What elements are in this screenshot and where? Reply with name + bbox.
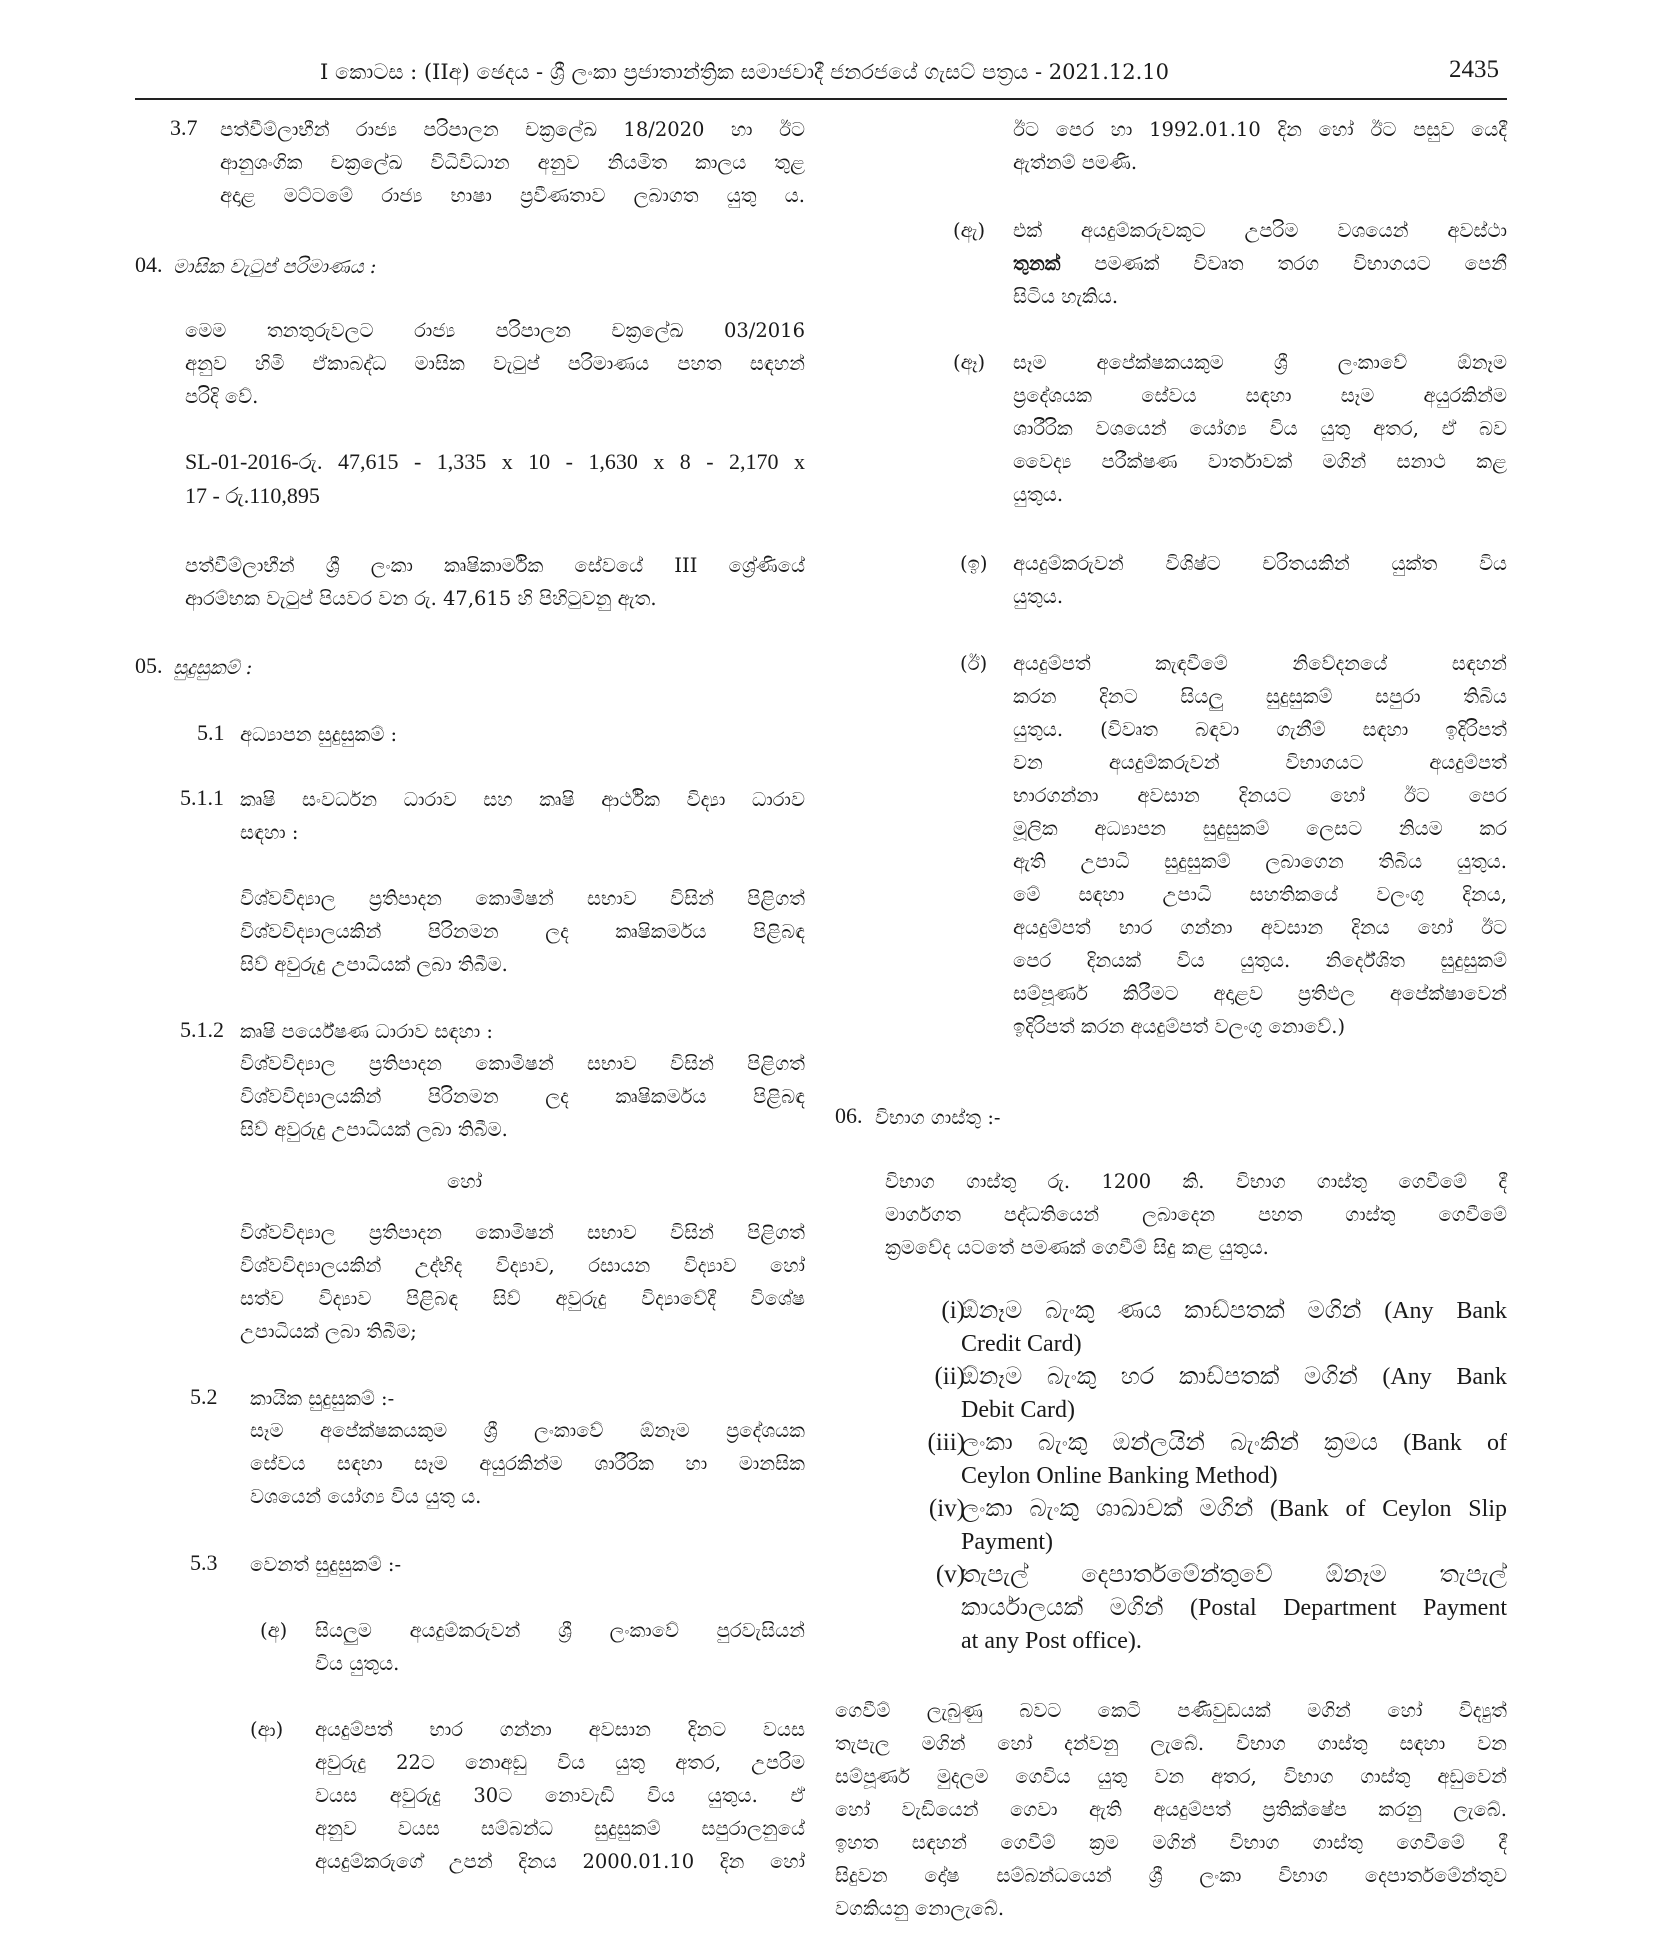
text-line: වෛද්‍ය පරීක්ෂණ වාර්තාවක් මගින් සනාථ කළ <box>1013 450 1507 473</box>
text-line: සිව් අවුරුදු උපාධියක් ලබා තිබීම. <box>240 1118 508 1141</box>
text-line: ලංකා බැංකු ශාඛාවක් මගින් (Bank of Ceylon Slip <box>961 1496 1507 1522</box>
section-number: 5.2 <box>190 1384 218 1409</box>
text-line: අයදුම්කරුවන් විශිෂ්ට චරිතයකින් යුක්ත විය <box>1013 552 1507 575</box>
text-line: ඇත්නම් පමණි. <box>1013 151 1138 174</box>
bold-word: තුනක් <box>1013 252 1061 275</box>
text-line: විශ්වවිද්‍යාලයකින් උද්භිද විද්‍යාව, රසායන විද්‍යාව හෝ <box>240 1254 805 1277</box>
text-line: පත්වීම්ලාභීන් රාජ්‍ය පරිපාලන චක්‍රලේඛ 18/2020 හා ඊට <box>220 118 805 141</box>
page-number: 2435 <box>1449 56 1499 83</box>
text-line: සෑම අපේක්ෂකයකුම ශ්‍රී ලංකාවේ ඕනෑම ප්‍රදේශයක <box>250 1419 805 1442</box>
item-label: (ඊ) <box>960 652 988 675</box>
text-line: Payment) <box>961 1529 1053 1555</box>
text-line: මූලික අධ්‍යාපන සුදුසුකම් ලෙසට නියම කර <box>1013 817 1507 840</box>
section-number: 3.7 <box>170 115 198 140</box>
item-label: (ඇ) <box>953 219 986 242</box>
text-line: අනුව හිමි ඒකාබද්ධ මාසික වැටුප් පරිමාණය පහත සඳහන් <box>185 352 805 375</box>
text-line: Ceylon Online Banking Method) <box>961 1463 1278 1489</box>
text-line: අයදුම්කරුගේ උපන් දිනය 2000.01.10 දින හෝ <box>315 1850 805 1873</box>
text-line: විශ්වවිද්‍යාල ප්‍රතිපාදන කොමිෂන් සභාව විසින් පිළිගත් <box>240 1221 805 1244</box>
text-line: සෑම අපේක්ෂකයකුම ශ්‍රී ලංකාවේ ඕනෑම <box>1013 351 1507 374</box>
text-line: සිව් අවුරුදු උපාධියක් ලබා තිබීම. <box>240 953 508 976</box>
text-line: අවුරුදු 22ට නොඅඩු විය යුතු අතර, උපරිම <box>315 1751 805 1774</box>
text-line: මේ සඳහා උපාධි සහතිකයේ වලංගු දිනය, <box>1013 883 1507 906</box>
text-line: එක් අයදුම්කරුවකුට උපරිම වශයෙන් අවස්ථා <box>1013 219 1507 242</box>
text-line: Credit Card) <box>961 1331 1082 1357</box>
section-number: 05. <box>135 653 163 678</box>
text-line: කෘෂි සංවර්ධන ධාරාව සහ කෘෂි ආර්ථික විද්‍යා ධාරාව <box>240 788 805 811</box>
text-line: සියලුම අයදුම්කරුවන් ශ්‍රී ලංකාවේ පුරවැසියන් <box>315 1619 805 1642</box>
or-separator: හෝ <box>447 1170 483 1193</box>
text-line: විශ්වවිද්‍යාලයකින් පිරිනමන ලද කෘෂිකර්මය පිළිබඳ <box>240 920 805 943</box>
salary-scale: SL-01-2016-රු. 47,615 - 1,335 x 10 - 1,630 x 8 - 2,170 x <box>185 449 805 474</box>
text-line: හෝ වැඩියෙන් ගෙවා ඇති අයදුම්පත් ප්‍රතික්ෂේප කරනු ලැබේ. <box>835 1798 1507 1821</box>
item-label: (ඈ) <box>953 351 986 374</box>
text-line: විශ්වවිද්‍යාලයකින් පිරිනමන ලද කෘෂිකර්මය පිළිබඳ <box>240 1085 805 1108</box>
item-label: (iv) <box>928 1495 965 1522</box>
text-line: ඉහත සඳහන් ගෙවීම් ක්‍රම මගින් විභාග ගාස්තු ගෙවීමේ දී <box>835 1831 1507 1854</box>
text-line: අයදුම්පත් කැඳවීමේ නිවේදනයේ සඳහන් <box>1013 652 1507 675</box>
section-heading: අධ්‍යාපන සුදුසුකම් : <box>240 723 398 746</box>
text-line: අදාළ මට්ටමේ රාජ්‍ය භාෂා ප්‍රවීණතාව ලබාගත යුතු ය. <box>220 184 805 207</box>
text-line: සම්පූර්ණ කිරීමට අදාළව ප්‍රතිඵල අපේක්ෂාවෙන් <box>1013 982 1507 1005</box>
item-label: (ආ) <box>250 1718 284 1741</box>
text-line: වගකියනු නොලැබේ. <box>835 1897 1005 1920</box>
text-line: වයස අවුරුදු 30ට නොවැඩි විය යුතුය. ඒ <box>315 1784 805 1807</box>
text-line: සිටිය හැකිය. <box>1013 285 1119 308</box>
text-line: ආනුශංගික චක්‍රලේඛ විධිවිධාන අනුව නියමිත කාලය තුළ <box>220 151 805 174</box>
text-line: අනුව වයස සම්බන්ධ සුදුසුකම් සපුරාලනුයේ <box>315 1817 805 1840</box>
text-line: කාර්යාලයක් මගින් (Postal Department Payment <box>961 1595 1507 1621</box>
section-number: 5.1.2 <box>180 1017 224 1042</box>
text-line: විශ්වවිද්‍යාල ප්‍රතිපාදන කොමිෂන් සභාව විසින් පිළිගත් <box>240 1052 805 1075</box>
text-line: පෙර දිනයක් විය යුතුය. නිර්දේශිත සුදුසුකම් <box>1013 949 1507 972</box>
section-heading: වෙනත් සුදුසුකම් :- <box>250 1553 402 1576</box>
section-heading: මාසික වැටුප් පරිමාණය : <box>173 255 377 278</box>
item-label: (අ) <box>260 1619 288 1642</box>
text-line <box>1013 248 1507 281</box>
item-label: (ඉ) <box>960 552 988 575</box>
text-line: Debit Card) <box>961 1397 1075 1423</box>
text-line: සඳහා : <box>240 821 299 844</box>
item-label: (iii) <box>927 1429 965 1456</box>
section-heading: විභාග ගාස්තු :- <box>875 1106 1001 1129</box>
text-line: ආරම්භක වැටුප් පියවර වන රු. 47,615 හි පිහිටුවනු ඇත. <box>185 587 657 610</box>
section-number: 5.1.1 <box>180 785 224 810</box>
salary-scale: 17 - රු.110,895 <box>185 483 320 508</box>
header-title: I කොටස : (IIඅ) ඡෙදය - ශ්‍රී ලංකා ප්‍රජාතාන්ත්‍රික සමාජවාදී ජනරජයේ ගැසට් පත්‍රය - 2021.12.10 <box>320 60 1170 84</box>
text-line: තැපැල මගින් හෝ දන්වනු ලැබේ. විභාග ගාස්තු සඳහා වන <box>835 1732 1507 1755</box>
text-line: මාර්ගගත පද්ධතියෙන් ලබාදෙන පහත ගාස්තු ගෙවීමේ <box>885 1203 1507 1226</box>
text-line: තැපැල් දෙපාර්තමේන්තුවේ ඕනෑම තැපැල් <box>961 1562 1507 1588</box>
text-line: වශයෙන් යෝග්‍ය විය යුතු ය. <box>250 1485 482 1508</box>
section-heading: සුදුසුකම් : <box>173 656 253 679</box>
text-line: පත්වීම්ලාභීන් ශ්‍රී ලංකා කෘෂිකාර්මික සේවයේ III ශ්‍රේණියේ <box>185 554 805 577</box>
text-line: ගෙවීම් ලැබුණු බවට කෙටි පණිවුඩයක් මගින් හෝ විද්‍යුත් <box>835 1699 1507 1722</box>
text-line: ඊට පෙර හා 1992.01.10 දින හෝ ඊට පසුව යෙදී <box>1013 118 1507 141</box>
text-line: ඕනෑම බැංකු හර කාඩ්පතක් මගින් (Any Bank <box>961 1364 1507 1390</box>
item-label: (i) <box>941 1297 965 1324</box>
text-line: විය යුතුය. <box>315 1652 400 1675</box>
page-header <box>135 52 1505 96</box>
text-line: සේවය සඳහා සෑම අයුරකින්ම ශාරීරික හා මානසික <box>250 1452 805 1475</box>
text-line: සත්ව විද්‍යාව පිළිබඳ සිව් අවුරුදු විද්‍යාවේදී විශේෂ <box>240 1287 805 1310</box>
text-line: විශ්වවිද්‍යාල ප්‍රතිපාදන කොමිෂන් සභාව විසින් පිළිගත් <box>240 887 805 910</box>
text-span: පමණක් විවෘත තරග විභාගයට පෙනී <box>1060 252 1507 275</box>
text-line: යුතුය. (විවෘත බඳවා ගැනීම් සඳහා ඉදිරිපත් <box>1013 718 1507 741</box>
text-line: කරන දිනට සියලු සුදුසුකම් සපුරා තිබිය <box>1013 685 1507 708</box>
section-number: 06. <box>835 1103 863 1128</box>
section-heading: කෘෂි පර්යේෂණ ධාරාව සඳහා : <box>240 1020 494 1043</box>
text-line: ඉදිරිපත් කරන අයදුම්පත් වලංගු නොවේ.) <box>1013 1015 1346 1038</box>
text-line: විභාග ගාස්තු රු. 1200 කි. විභාග ගාස්තු ගෙවීමේ දී <box>885 1170 1507 1193</box>
section-number: 5.1 <box>197 720 225 745</box>
text-line: ප්‍රදේශයක සේවය සඳහා සෑම අයුරකින්ම <box>1013 384 1507 407</box>
item-label: (v) <box>935 1561 965 1588</box>
text-line: සම්පූර්ණ මුදලම ගෙවිය යුතු වන අතර, විභාග ගාස්තු අඩුවෙන් <box>835 1765 1507 1788</box>
text-line: භාරගන්නා අවසාන දිනයට හෝ ඊට පෙර <box>1013 784 1507 807</box>
text-line: උපාධියක් ලබා තිබීම; <box>240 1320 417 1343</box>
text-line: ලංකා බැංකු ඔන්ලයින් බැංකින් ක්‍රමය (Bank of <box>961 1430 1507 1456</box>
text-line: ක්‍රමවේද යටතේ පමණක් ගෙවීම් සිදු කළ යුතුය. <box>885 1236 1269 1259</box>
text-line: වන අයදුම්කරුවන් විභාගයට අයදුම්පත් <box>1013 751 1507 774</box>
text-line: අයදුම්පත් භාර ගන්නා අවසාන දිනට වයස <box>315 1718 805 1741</box>
text-line: සිදුවන දෝෂ සම්බන්ධයෙන් ශ්‍රී ලංකා විභාග දෙපාර්තමේන්තුව <box>835 1864 1507 1887</box>
text-line: පරිදි වේ. <box>185 385 259 408</box>
text-line: මෙම තනතුරුවලට රාජ්‍ය පරිපාලන චක්‍රලේඛ 03/2016 <box>185 319 805 342</box>
header-rule <box>135 98 1507 100</box>
text-line: ශාරීරික වශයෙන් යෝග්‍ය විය යුතු අතර, ඒ බව <box>1013 417 1507 440</box>
text-line: යුතුය. <box>1013 585 1064 608</box>
section-number: 5.3 <box>190 1550 218 1575</box>
text-line: යුතුය. <box>1013 483 1064 506</box>
text-line: ඕනෑම බැංකු ණය කාඩ්පතක් මගින් (Any Bank <box>961 1298 1507 1324</box>
text-line: at any Post office). <box>961 1628 1142 1654</box>
section-heading: කායික සුදුසුකම් :- <box>250 1387 395 1410</box>
section-number: 04. <box>135 252 163 277</box>
text-line: අයදුම්පත් භාර ගන්නා අවසාන දිනය හෝ ඊට <box>1013 916 1507 939</box>
text-line: ඇති උපාධි සුදුසුකම් ලබාගෙන තිබිය යුතුය. <box>1013 850 1507 873</box>
item-label: (ii) <box>934 1363 965 1390</box>
